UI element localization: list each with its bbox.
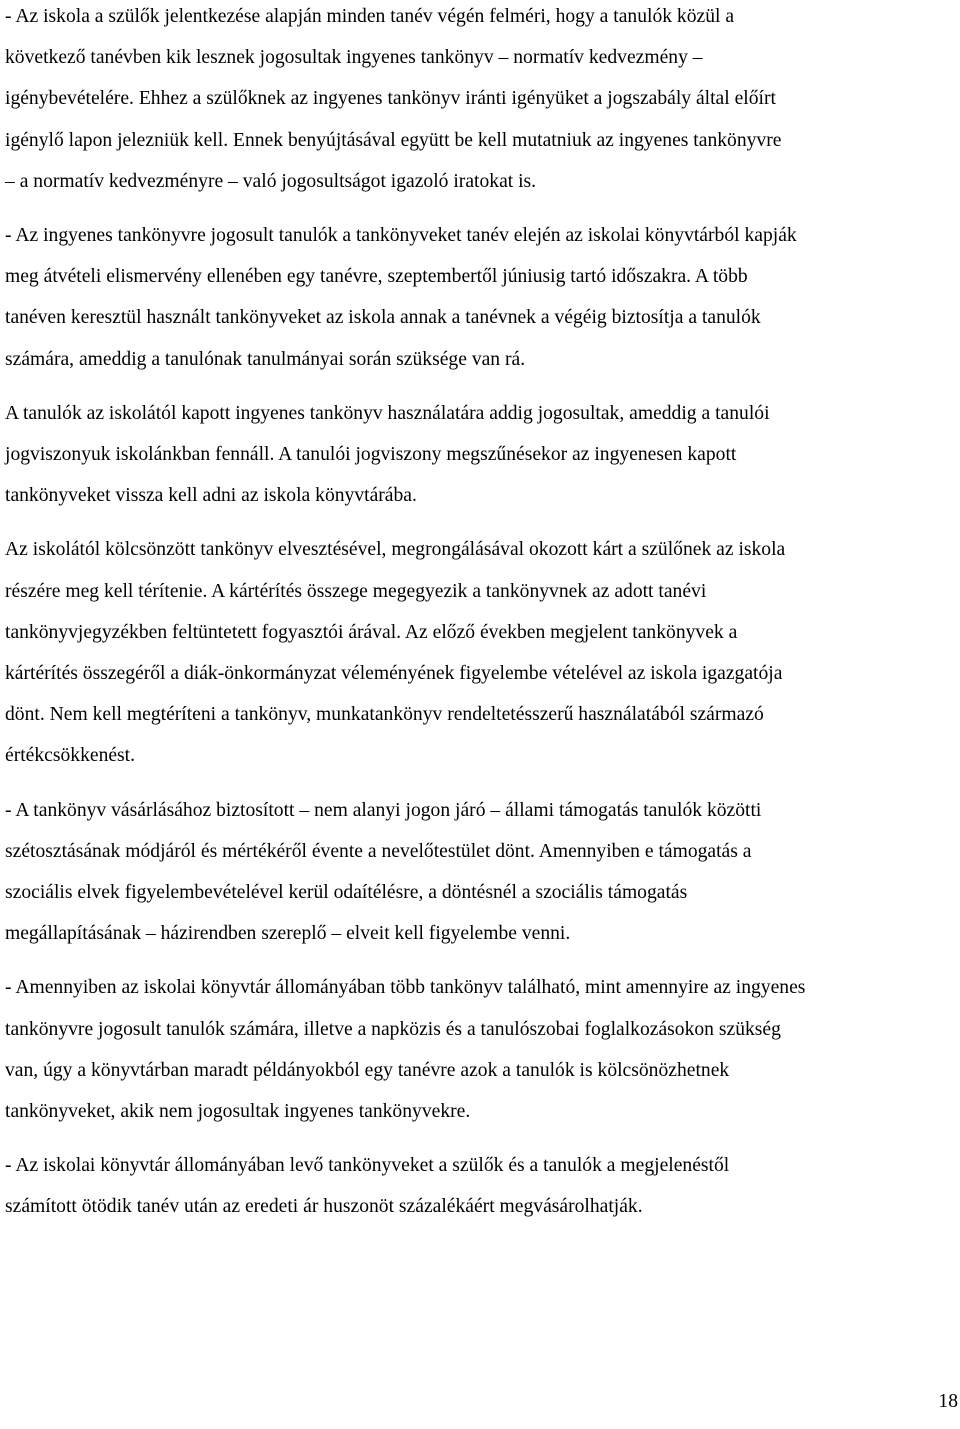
text-line: tankönyveket, akik nem jogosultak ingyenes tankönyvekre.: [5, 1101, 471, 1123]
text-line: - Az iskola a szülők jelentkezése alapján minden tanév végén felméri, hogy a tanulók közül a: [5, 6, 735, 27]
paragraph-eligibility-survey: [5, 0, 951, 202]
text-line: van, úgy a könyvtárban maradt példányokból egy tanévre azok a tanulók is kölcsönözhetnek: [5, 1059, 730, 1081]
paragraph-usage-rights: [5, 393, 951, 517]
text-line: következő tanévben kik lesznek jogosultak ingyenes tankönyv – normatív kedvezmény –: [5, 47, 703, 69]
text-line: - Az iskolai könyvtár állományában levő tankönyveket a szülők és a tanulók a megjelenéstől: [5, 1155, 730, 1177]
text-line: meg átvételi elismervény ellenében egy tanévre, szeptembertől júniusig tartó időszakra. A több: [5, 266, 748, 288]
text-line: igénybevételére. Ehhez a szülőknek az ingyenes tankönyv iránti igényüket a jogszabály által előírt: [5, 88, 776, 110]
text-line: számított ötödik tanév után az eredeti ár huszonöt százalékáért megvásárolhatják.: [5, 1196, 643, 1218]
document-body: [5, 0, 951, 1241]
text-line: kártérítés összegéről a diák-önkormányzat véleményének figyelembe vételével az iskola igazgatója: [5, 663, 783, 685]
text-line: jogviszonyuk iskolánkban fennáll. A tanulói jogviszony megszűnésekor az ingyenesen kapott: [5, 444, 737, 466]
text-line: szociális elvek figyelembevételével kerül odaítélésre, a döntésnél a szociális támogatás: [5, 882, 688, 904]
text-line: tankönyveket vissza kell adni az iskola könyvtárába.: [5, 485, 417, 507]
text-line: részére meg kell térítenie. A kártérítés összege megegyezik a tankönyvnek az adott tanévi: [5, 580, 707, 602]
text-line: Az iskolától kölcsönzött tankönyv elvesztésével, megrongálásával okozott kárt a szülőnek az iskola: [5, 539, 786, 561]
paragraph-textbook-lending: [5, 215, 951, 380]
text-line: - Az ingyenes tankönyvre jogosult tanulók a tankönyveket tanév elején az iskolai könyvtárból kapják: [5, 225, 797, 247]
text-line: - A tankönyv vásárlásához biztosított – nem alanyi jogon járó – állami támogatás tanulók közötti: [5, 799, 762, 821]
text-line: megállapításának – házirendben szereplő – elveit kell figyelembe venni.: [5, 923, 571, 945]
text-line: szétosztásának módjáról és mértékéről évente a nevelőtestület dönt. Amennyiben e támogatás a: [5, 840, 752, 862]
text-line: dönt. Nem kell megtéríteni a tankönyv, munkatankönyv rendeltetésszerű használatából származó: [5, 704, 764, 726]
text-line: A tanulók az iskolától kapott ingyenes tankönyv használatára addig jogosultak, ameddig a tanulói: [5, 402, 770, 424]
text-line: tanéven keresztül használt tankönyveket az iskola annak a tanévnek a végéig biztosítja a tanulók: [5, 307, 761, 329]
paragraph-surplus-textbooks: [5, 967, 951, 1132]
paragraph-purchase-option: [5, 1145, 951, 1227]
paragraph-damage-compensation: [5, 529, 951, 776]
text-line: igénylő lapon jelezniük kell. Ennek benyújtásával együtt be kell mutatniuk az ingyenes tankönyvre: [5, 129, 782, 151]
text-line: tankönyvjegyzékben feltüntetett fogyasztói árával. Az előző években megjelent tankönyvek a: [5, 621, 738, 643]
page-number: 18: [938, 1391, 958, 1412]
text-line: számára, ameddig a tanulónak tanulmányai során szüksége van rá.: [5, 348, 526, 370]
text-line: értékcsökkenést.: [5, 745, 136, 767]
paragraph-state-support: [5, 790, 951, 955]
text-line: – a normatív kedvezményre – való jogosultságot igazoló iratokat is.: [5, 170, 537, 192]
text-line: - Amennyiben az iskolai könyvtár állományában több tankönyv található, mint amennyire az ingyenes: [5, 977, 806, 999]
text-line: tankönyvre jogosult tanulók számára, illetve a napközis és a tanulószobai foglalkozásokon szükség: [5, 1018, 781, 1040]
